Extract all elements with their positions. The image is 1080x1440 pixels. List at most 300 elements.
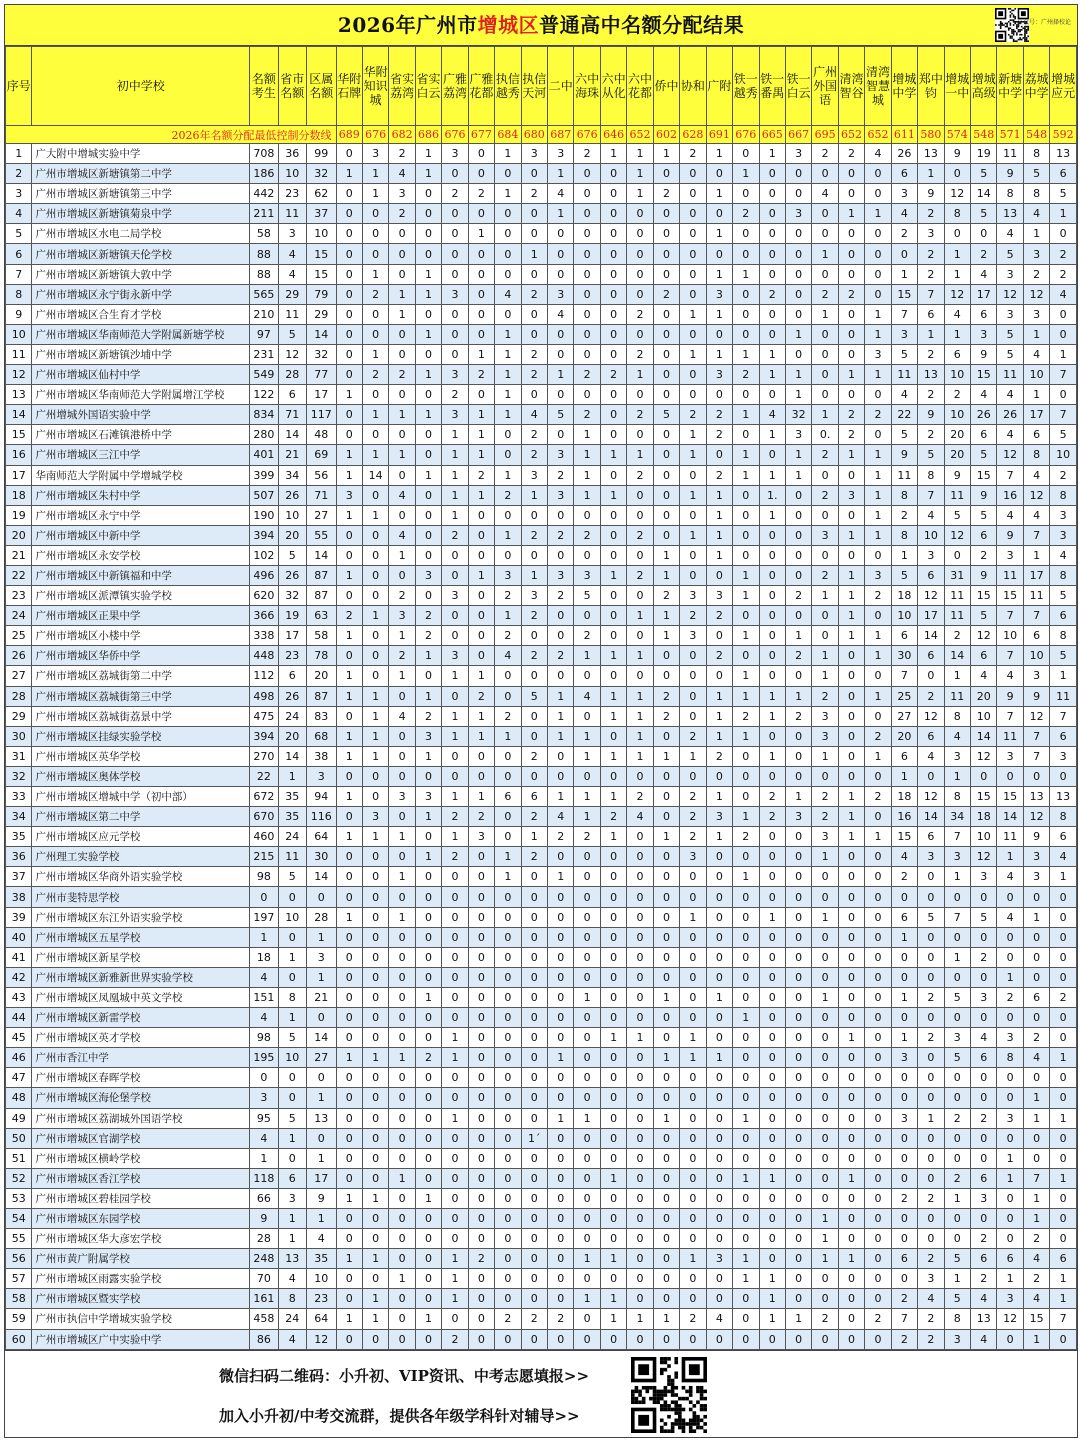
allocation-cell: 0 — [680, 1068, 706, 1088]
cutoff-score: 676 — [733, 126, 759, 144]
allocation-cell: 1 — [574, 465, 600, 485]
allocation-cell: 0 — [838, 746, 864, 766]
allocation-cell: 2 — [627, 344, 653, 364]
allocation-cell: 0 — [865, 807, 891, 827]
school-name: 广州市增城区荔城街第三中学 — [32, 686, 250, 706]
allocation-cell: 0 — [548, 385, 574, 405]
allocation-cell: 7 — [944, 907, 970, 927]
allocation-cell: 0 — [838, 1148, 864, 1168]
allocation-cell: 2 — [759, 787, 785, 807]
allocation-cell: 16 — [891, 807, 917, 827]
allocation-cell: 0 — [706, 1208, 732, 1228]
allocation-cell: 0 — [1023, 1128, 1049, 1148]
allocation-cell: 0 — [521, 304, 547, 324]
header-high-school: 广雅荔湾 — [442, 47, 468, 126]
cutoff-score: 676 — [574, 126, 600, 144]
allocation-cell: 1 — [336, 1048, 362, 1068]
allocation-cell: 1 — [1023, 907, 1049, 927]
allocation-cell: 1 — [812, 907, 838, 927]
allocation-cell: 0 — [759, 1048, 785, 1068]
allocation-cell: 0 — [600, 405, 626, 425]
allocation-cell: 9 — [971, 565, 997, 585]
district-quota: 78 — [307, 646, 336, 666]
allocation-cell: 0 — [733, 987, 759, 1007]
allocation-cell: 1 — [1050, 1269, 1077, 1289]
allocation-cell: 1 — [548, 204, 574, 224]
district-quota: 62 — [307, 184, 336, 204]
allocation-cell: 1 — [865, 505, 891, 525]
allocation-cell: 1 — [362, 1309, 388, 1329]
allocation-cell: 0 — [1050, 887, 1077, 907]
allocation-cell: 0 — [838, 1068, 864, 1088]
allocation-cell: 3 — [891, 1048, 917, 1068]
allocation-cell: 3 — [944, 1329, 970, 1349]
table-row — [6, 686, 1077, 706]
allocation-cell: 1 — [442, 666, 468, 686]
allocation-cell: 12 — [1023, 706, 1049, 726]
allocation-cell: 1 — [1050, 1108, 1077, 1128]
allocation-cell: 0 — [574, 606, 600, 626]
allocation-cell: 2 — [944, 1108, 970, 1128]
table-row — [6, 1128, 1077, 1148]
table-row — [6, 1249, 1077, 1269]
allocation-cell: 0 — [627, 1269, 653, 1289]
allocation-cell: 3 — [838, 485, 864, 505]
table-row — [6, 1048, 1077, 1068]
allocation-cell: 0 — [442, 766, 468, 786]
allocation-cell: 3 — [415, 787, 441, 807]
city-quota: 1 — [278, 766, 306, 786]
allocation-cell: 0 — [442, 224, 468, 244]
allocation-cell: 0 — [733, 1148, 759, 1168]
cutoff-score: 682 — [389, 126, 415, 144]
allocation-cell: 1 — [389, 284, 415, 304]
allocation-cell: 0 — [574, 344, 600, 364]
allocation-cell: 0 — [680, 1008, 706, 1028]
allocation-cell: 1 — [812, 847, 838, 867]
allocation-cell: 0 — [600, 666, 626, 686]
allocation-cell: 0 — [495, 987, 521, 1007]
allocation-cell: 0 — [838, 646, 864, 666]
allocation-cell: 1 — [891, 545, 917, 565]
allocation-cell: 15 — [971, 465, 997, 485]
allocation-cell: 2 — [468, 1249, 494, 1269]
allocation-cell: 0 — [362, 626, 388, 646]
allocation-cell: 1 — [415, 405, 441, 425]
allocation-cell: 0 — [336, 425, 362, 445]
table-row — [6, 204, 1077, 224]
allocation-cell: 31 — [944, 565, 970, 585]
allocation-cell: 0 — [600, 204, 626, 224]
school-name: 广州市斐特思学校 — [32, 887, 250, 907]
table-row — [6, 887, 1077, 907]
allocation-cell: 12 — [918, 787, 944, 807]
allocation-cell: 0 — [415, 887, 441, 907]
allocation-cell: 0 — [389, 1329, 415, 1349]
allocation-cell: 0 — [865, 385, 891, 405]
allocation-cell: 1 — [415, 807, 441, 827]
allocation-cell: 2 — [971, 244, 997, 264]
city-quota: 34 — [278, 465, 306, 485]
city-quota: 8 — [278, 987, 306, 1007]
allocation-cell: 0 — [600, 224, 626, 244]
allocation-cell: 0 — [362, 907, 388, 927]
allocation-cell: 0 — [600, 1188, 626, 1208]
allocation-cell: 2 — [891, 1289, 917, 1309]
allocation-cell: 0 — [600, 505, 626, 525]
allocation-cell: 0 — [865, 1048, 891, 1068]
allocation-cell: 3 — [548, 144, 574, 164]
allocation-cell: 0 — [918, 967, 944, 987]
allocation-cell: 3 — [362, 144, 388, 164]
row-index: 55 — [6, 1229, 32, 1249]
allocation-cell: 3 — [495, 565, 521, 585]
allocation-cell: 1 — [997, 847, 1023, 867]
school-name: 广州市增城区东江外语实验学校 — [32, 907, 250, 927]
allocation-cell: 1 — [362, 827, 388, 847]
allocation-cell: 7 — [944, 827, 970, 847]
allocation-cell: 2 — [521, 606, 547, 626]
allocation-cell: 6 — [918, 565, 944, 585]
allocation-cell: 0 — [600, 1128, 626, 1148]
allocation-cell: 2 — [627, 304, 653, 324]
allocation-cell: 0 — [627, 987, 653, 1007]
allocation-cell: 0 — [785, 867, 811, 887]
allocation-cell: 0 — [865, 666, 891, 686]
school-name: 广州市增城区合生育才学校 — [32, 304, 250, 324]
allocation-cell: 2 — [733, 204, 759, 224]
allocation-cell: 1 — [1023, 324, 1049, 344]
school-name: 广州市增城区永安学校 — [32, 545, 250, 565]
allocation-cell: 5 — [971, 164, 997, 184]
allocation-cell: 2 — [415, 606, 441, 626]
allocation-cell: 0 — [759, 606, 785, 626]
allocation-cell: 1 — [680, 445, 706, 465]
allocation-cell: 34 — [944, 807, 970, 827]
table-row — [6, 485, 1077, 505]
allocation-cell: 1 — [574, 1249, 600, 1269]
allocation-cell: 0 — [865, 244, 891, 264]
allocation-cell: 11 — [891, 365, 917, 385]
allocation-cell: 17 — [971, 284, 997, 304]
allocation-cell: 1 — [468, 425, 494, 445]
allocation-cell: 1 — [600, 1168, 626, 1188]
allocation-cell: 7 — [891, 666, 917, 686]
allocation-cell: 3 — [442, 405, 468, 425]
allocation-cell: 0 — [944, 967, 970, 987]
allocation-cell: 11 — [1050, 686, 1077, 706]
allocation-cell: 0 — [812, 867, 838, 887]
allocation-cell: 0 — [785, 606, 811, 626]
allocation-cell: 0 — [336, 807, 362, 827]
district-quota: 48 — [307, 425, 336, 445]
allocation-cell: 0 — [838, 164, 864, 184]
quota-students: 458 — [250, 1309, 278, 1329]
district-quota: 116 — [307, 807, 336, 827]
table-row — [6, 1068, 1077, 1088]
allocation-cell: 12 — [944, 284, 970, 304]
row-index: 57 — [6, 1269, 32, 1289]
allocation-cell: 0 — [865, 1088, 891, 1108]
allocation-cell: 1 — [362, 505, 388, 525]
allocation-cell: 1 — [362, 726, 388, 746]
table-row — [6, 1148, 1077, 1168]
allocation-cell: 0 — [785, 505, 811, 525]
allocation-cell: 0 — [600, 1068, 626, 1088]
allocation-cell: 1 — [442, 1249, 468, 1269]
allocation-cell: 0 — [653, 344, 679, 364]
table-row — [6, 807, 1077, 827]
allocation-cell: 5 — [997, 244, 1023, 264]
allocation-cell: 14 — [944, 646, 970, 666]
allocation-cell: 0 — [653, 304, 679, 324]
allocation-cell: 2 — [865, 1309, 891, 1329]
allocation-cell: 0 — [574, 847, 600, 867]
header-high-school: 铁一番禺 — [759, 47, 785, 126]
quota-students: 394 — [250, 726, 278, 746]
allocation-cell: 0 — [1023, 927, 1049, 947]
allocation-cell: 0 — [865, 1208, 891, 1228]
allocation-cell: 0 — [600, 586, 626, 606]
allocation-cell: 0 — [415, 1148, 441, 1168]
allocation-cell: 0 — [785, 304, 811, 324]
allocation-cell: 0 — [362, 1148, 388, 1168]
allocation-cell: 0 — [600, 284, 626, 304]
school-name: 广州市增城区新塘镇天伦学校 — [32, 244, 250, 264]
allocation-cell: 7 — [1050, 1309, 1077, 1329]
allocation-cell: 1 — [785, 465, 811, 485]
allocation-cell: 0 — [706, 1188, 732, 1208]
allocation-cell: 1 — [838, 586, 864, 606]
allocation-cell: 2 — [812, 144, 838, 164]
allocation-cell: 0 — [442, 244, 468, 264]
allocation-cell: 2 — [971, 1229, 997, 1249]
allocation-cell: 3 — [785, 144, 811, 164]
allocation-cell: 3 — [785, 204, 811, 224]
allocation-cell: 0 — [521, 907, 547, 927]
allocation-cell: 0 — [785, 666, 811, 686]
allocation-cell: 2 — [891, 1188, 917, 1208]
school-name: 广州市增城区华大彦宏学校 — [32, 1229, 250, 1249]
quota-students: 97 — [250, 324, 278, 344]
allocation-cell: 0 — [600, 867, 626, 887]
allocation-cell: 0 — [865, 1168, 891, 1188]
allocation-cell: 0 — [759, 726, 785, 746]
allocation-cell: 6 — [1050, 164, 1077, 184]
allocation-cell: 0 — [1023, 1068, 1049, 1088]
allocation-cell: 0 — [521, 626, 547, 646]
district-quota: 28 — [307, 907, 336, 927]
district-quota: 94 — [307, 787, 336, 807]
allocation-cell: 0 — [653, 967, 679, 987]
allocation-cell: 0 — [600, 164, 626, 184]
table-row — [6, 184, 1077, 204]
allocation-cell: 0 — [574, 766, 600, 786]
allocation-cell: 1 — [838, 606, 864, 626]
allocation-cell: 0 — [336, 144, 362, 164]
allocation-cell: 1 — [442, 1289, 468, 1309]
header-district-quota: 区属名额 — [307, 47, 336, 126]
allocation-cell: 0 — [653, 1289, 679, 1309]
allocation-cell: 1 — [706, 144, 732, 164]
allocation-cell: 1 — [495, 465, 521, 485]
allocation-cell: 8 — [891, 485, 917, 505]
city-quota: 17 — [278, 626, 306, 646]
allocation-cell: 0 — [468, 1108, 494, 1128]
allocation-cell: 0 — [548, 1068, 574, 1088]
row-index: 54 — [6, 1208, 32, 1228]
allocation-cell: 0 — [389, 1229, 415, 1249]
allocation-cell: 8 — [944, 787, 970, 807]
allocation-cell: 2 — [574, 827, 600, 847]
row-index: 58 — [6, 1289, 32, 1309]
allocation-cell: 0 — [838, 505, 864, 525]
allocation-cell: 0 — [574, 867, 600, 887]
allocation-cell: 0 — [548, 1168, 574, 1188]
allocation-cell: 1 — [600, 746, 626, 766]
allocation-cell: 0 — [548, 847, 574, 867]
row-index: 20 — [6, 525, 32, 545]
allocation-cell: 0 — [442, 686, 468, 706]
allocation-cell: 1 — [891, 1028, 917, 1048]
allocation-cell: 0 — [574, 1208, 600, 1228]
allocation-cell: 2 — [521, 807, 547, 827]
allocation-cell: 4 — [997, 505, 1023, 525]
allocation-cell: 14 — [918, 807, 944, 827]
allocation-cell: 1 — [415, 284, 441, 304]
allocation-cell: 1 — [627, 646, 653, 666]
allocation-cell: 0 — [521, 1068, 547, 1088]
city-quota: 1 — [278, 1008, 306, 1028]
allocation-cell: 0 — [838, 887, 864, 907]
allocation-cell: 1 — [415, 365, 441, 385]
allocation-cell: 0 — [389, 686, 415, 706]
allocation-cell: 1 — [653, 606, 679, 626]
allocation-cell: 1 — [1023, 1208, 1049, 1228]
allocation-cell: 0 — [627, 586, 653, 606]
allocation-cell: 0 — [785, 847, 811, 867]
allocation-cell: 13 — [1050, 144, 1077, 164]
allocation-cell: 0 — [759, 565, 785, 585]
allocation-cell: 0 — [362, 1128, 388, 1148]
quota-students: 95 — [250, 1108, 278, 1128]
allocation-cell: 13 — [997, 204, 1023, 224]
allocation-cell: 5 — [521, 686, 547, 706]
allocation-cell: 0 — [891, 1128, 917, 1148]
allocation-cell: 0 — [680, 1108, 706, 1128]
allocation-cell: 8 — [891, 525, 917, 545]
allocation-cell: 0 — [548, 947, 574, 967]
allocation-cell: 0 — [468, 766, 494, 786]
allocation-cell: 4 — [971, 1028, 997, 1048]
allocation-cell: 0 — [838, 726, 864, 746]
allocation-cell: 5 — [997, 324, 1023, 344]
allocation-cell: 0 — [680, 244, 706, 264]
row-index: 10 — [6, 324, 32, 344]
allocation-cell: 0 — [442, 1309, 468, 1329]
allocation-cell: 1 — [944, 244, 970, 264]
allocation-cell: 0 — [918, 1229, 944, 1249]
allocation-cell: 1 — [415, 164, 441, 184]
allocation-cell: 0 — [812, 324, 838, 344]
allocation-cell: 0 — [997, 1088, 1023, 1108]
allocation-cell: 8 — [944, 204, 970, 224]
allocation-cell: 1 — [706, 525, 732, 545]
table-row — [6, 365, 1077, 385]
allocation-cell: 9 — [997, 164, 1023, 184]
quota-students: 118 — [250, 1168, 278, 1188]
allocation-cell: 0 — [733, 485, 759, 505]
allocation-cell: 0 — [706, 244, 732, 264]
allocation-cell: 0 — [785, 1249, 811, 1269]
allocation-cell: 0 — [971, 1128, 997, 1148]
allocation-cell: 0 — [600, 324, 626, 344]
district-quota: 3 — [307, 766, 336, 786]
allocation-cell: 5 — [1023, 164, 1049, 184]
allocation-cell: 3 — [785, 425, 811, 445]
allocation-cell: 8 — [1050, 807, 1077, 827]
allocation-cell: 5 — [944, 1289, 970, 1309]
city-quota: 10 — [278, 505, 306, 525]
city-quota: 8 — [278, 1289, 306, 1309]
city-quota: 14 — [278, 425, 306, 445]
allocation-cell: 0 — [838, 987, 864, 1007]
allocation-cell: 0 — [468, 1048, 494, 1068]
school-name: 广州市增城区新塘镇沙埔中学 — [32, 344, 250, 364]
allocation-cell: 2 — [627, 465, 653, 485]
allocation-cell: 4 — [706, 1309, 732, 1329]
allocation-cell: 0 — [812, 164, 838, 184]
allocation-cell: 2 — [918, 425, 944, 445]
allocation-cell: 3 — [706, 1249, 732, 1269]
allocation-cell: 1 — [415, 1309, 441, 1329]
allocation-cell: 0 — [495, 686, 521, 706]
allocation-cell: 1 — [574, 987, 600, 1007]
allocation-cell: 1 — [759, 344, 785, 364]
allocation-cell: 1 — [415, 746, 441, 766]
row-index: 47 — [6, 1068, 32, 1088]
allocation-cell: 0 — [548, 746, 574, 766]
allocation-cell: 2 — [442, 847, 468, 867]
table-row — [6, 1329, 1077, 1349]
allocation-cell: 2 — [918, 1329, 944, 1349]
allocation-cell: 1 — [812, 244, 838, 264]
allocation-cell: 1 — [442, 465, 468, 485]
allocation-cell: 1 — [838, 365, 864, 385]
allocation-cell: 0 — [627, 1229, 653, 1249]
allocation-cell: 0 — [812, 344, 838, 364]
allocation-cell: 1 — [680, 485, 706, 505]
allocation-cell: 0 — [521, 1088, 547, 1108]
allocation-cell: 0 — [918, 947, 944, 967]
allocation-cell: 2 — [944, 385, 970, 405]
allocation-cell: 2 — [944, 1168, 970, 1188]
district-quota: 0 — [307, 1008, 336, 1028]
allocation-cell: 0 — [812, 967, 838, 987]
allocation-cell: 0 — [706, 385, 732, 405]
school-name: 广州市香江中学 — [32, 1048, 250, 1068]
district-quota: 15 — [307, 244, 336, 264]
allocation-cell: 0 — [495, 766, 521, 786]
allocation-cell: 9 — [997, 686, 1023, 706]
allocation-cell: 0 — [495, 445, 521, 465]
allocation-cell: 2 — [653, 184, 679, 204]
allocation-cell: 0 — [865, 606, 891, 626]
district-quota: 87 — [307, 565, 336, 585]
allocation-cell: 0 — [574, 666, 600, 686]
qr-code-icon[interactable] — [631, 1357, 707, 1433]
quota-students: 186 — [250, 164, 278, 184]
